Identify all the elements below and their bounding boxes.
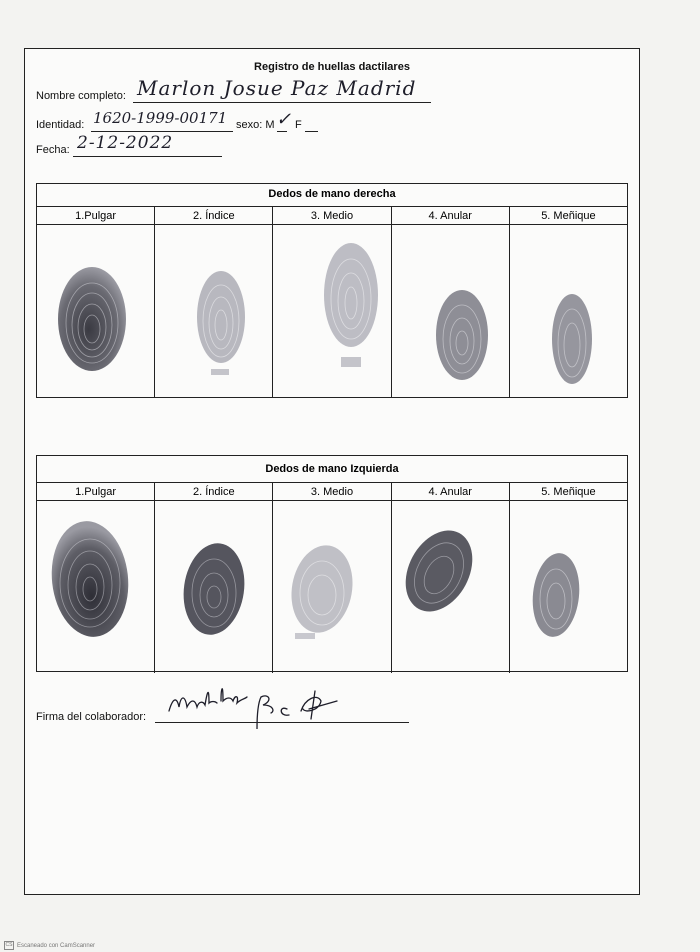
- left-hand-prints: [37, 501, 627, 673]
- scanner-text: Escaneado con CamScanner: [17, 943, 96, 950]
- right-middle-fingerprint: [321, 239, 381, 379]
- scanner-watermark: [4, 941, 95, 950]
- scanner-badge: CS: [5, 942, 13, 948]
- name-handwritten: Marlon Josue Paz Madrid: [137, 76, 417, 100]
- date-handwritten: 2-12-2022: [77, 133, 174, 153]
- left-ring-cell: [392, 501, 510, 673]
- right-col-little: 5. Meñique: [510, 207, 627, 225]
- signature-image: [165, 671, 365, 729]
- left-col-thumb: 1.Pulgar: [37, 483, 155, 501]
- left-col-middle: 3. Medio: [273, 483, 391, 501]
- name-line: [133, 102, 431, 103]
- right-hand-heading: Dedos de mano derecha: [37, 184, 627, 207]
- name-label: Nombre completo:: [36, 90, 126, 102]
- left-col-ring: 4. Anular: [392, 483, 510, 501]
- sex-f-label: F: [295, 119, 302, 131]
- left-hand-columns: [37, 483, 627, 501]
- right-little-cell: [510, 225, 627, 397]
- right-thumb-cell: [37, 225, 155, 397]
- right-col-ring: 4. Anular: [392, 207, 510, 225]
- right-middle-cell: [273, 225, 391, 397]
- right-index-cell: [155, 225, 273, 397]
- right-col-middle: 3. Medio: [273, 207, 391, 225]
- right-thumb-fingerprint: [51, 261, 133, 377]
- signature-label: Firma del colaborador:: [36, 711, 147, 723]
- date-label: Fecha:: [36, 144, 70, 156]
- left-little-fingerprint: [530, 551, 582, 643]
- left-index-fingerprint: [181, 541, 247, 639]
- left-thumb-fingerprint: [45, 517, 135, 641]
- right-col-index: 2. Índice: [155, 207, 273, 225]
- id-handwritten: 1620-1999-00171: [93, 109, 228, 127]
- right-little-fingerprint: [550, 293, 594, 393]
- right-index-fingerprint: [193, 265, 249, 381]
- left-hand-table: [36, 455, 628, 672]
- left-middle-cell: [273, 501, 391, 673]
- sex-label: sexo: M: [236, 119, 275, 131]
- id-label: Identidad:: [36, 119, 85, 131]
- sex-m-line: [277, 131, 287, 132]
- left-middle-fingerprint: [289, 541, 355, 643]
- sex-check-mark: ✓: [276, 109, 292, 130]
- right-ring-fingerprint: [434, 289, 490, 385]
- date-line: [73, 156, 222, 157]
- right-hand-table: [36, 183, 628, 398]
- right-hand-columns: [37, 207, 627, 225]
- id-line: [91, 131, 233, 132]
- right-col-thumb: 1.Pulgar: [37, 207, 155, 225]
- left-ring-fingerprint: [404, 527, 474, 619]
- left-thumb-cell: [37, 501, 155, 673]
- fingerprint-form: [24, 48, 640, 895]
- left-col-index: 2. Índice: [155, 483, 273, 501]
- left-col-little: 5. Meñique: [510, 483, 627, 501]
- right-hand-prints: [37, 225, 627, 397]
- right-ring-cell: [392, 225, 510, 397]
- left-hand-heading: Dedos de mano Izquierda: [37, 456, 627, 483]
- form-title: Registro de huellas dactilares: [254, 61, 410, 73]
- left-index-cell: [155, 501, 273, 673]
- sex-f-line: [305, 131, 318, 132]
- left-little-cell: [510, 501, 627, 673]
